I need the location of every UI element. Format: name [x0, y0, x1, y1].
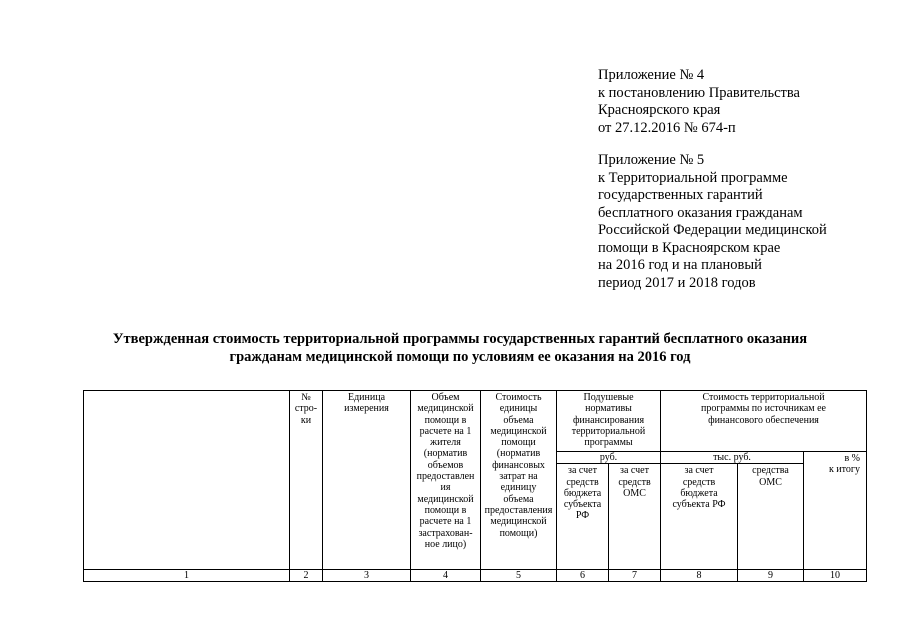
annex-5-line: государственных гарантий [598, 187, 763, 203]
annex-5-line: на 2016 год и на плановый [598, 257, 762, 273]
header-row-1 [84, 391, 867, 452]
column-number: 8 [661, 570, 738, 582]
title-line: гражданам медицинской помощи по условиям ее оказания на 2016 год [229, 349, 691, 365]
annex-4-line: Приложение № 4 [598, 67, 705, 83]
header-rub: руб. [557, 452, 661, 464]
header-oms: за счет средств ОМС [609, 464, 661, 570]
header-unit: Единица измерения [323, 391, 411, 570]
annex-5-line: Российской Федерации медицинской [598, 222, 827, 238]
header-budget-thous: за счет средств бюджета субъекта РФ [661, 464, 738, 570]
column-number: 10 [804, 570, 867, 582]
column-number: 2 [290, 570, 323, 582]
annex-4-line: от 27.12.2016 № 674-п [598, 119, 736, 136]
column-number: 5 [481, 570, 557, 582]
header-volume: Объем медицинской помощи в расчете на 1 жителя (норматив объемов предоставлен ия медицинской помощи в расчете на 1 застрахован- ное лицо) [411, 391, 481, 570]
header-program-cost: Стоимость территориальной программы по источникам ее финансового обеспечения [661, 391, 867, 452]
annex-5-line: Приложение № 5 [598, 152, 705, 168]
annex-5-line: период 2017 и 2018 годов [598, 274, 756, 291]
column-number: 7 [609, 570, 661, 582]
annex-5-line: помощи в Красноярском крае [598, 239, 781, 256]
annex-5-line: бесплатного оказания гражданам [598, 204, 803, 221]
header-row-number: № стро- ки [290, 391, 323, 570]
column-number: 9 [738, 570, 804, 582]
document-title [60, 330, 860, 366]
annex-4-line: к постановлению Правительства [598, 84, 800, 101]
annex-5-line: к Территориальной программе [598, 169, 788, 186]
column-number: 1 [84, 570, 290, 582]
header-unit-cost: Стоимость единицы объема медицинской помощи (норматив финансовых затрат на единицу объема предоставления медицинской помощи) [481, 391, 557, 570]
column-number: 3 [323, 570, 411, 582]
column-number-row [84, 570, 867, 582]
annex-4-block [598, 67, 800, 137]
header-thous-rub: тыс. руб. [661, 452, 804, 464]
header-budget: за счет средств бюджета субъекта РФ [557, 464, 609, 570]
cost-table [83, 390, 867, 582]
header-empty-cell [84, 391, 290, 570]
column-number: 4 [411, 570, 481, 582]
title-line: Утвержденная стоимость территориальной программы государственных гарантий бесплатного оказания [112, 331, 808, 347]
header-percent-total: в % к итогу [804, 452, 867, 570]
column-number: 6 [557, 570, 609, 582]
header-per-capita: Подушевые нормативы финансирования территориальной программы [557, 391, 661, 452]
annex-5-block [598, 152, 827, 292]
annex-4-line: Красноярского края [598, 102, 721, 118]
header-oms-thous: средства ОМС [738, 464, 804, 570]
